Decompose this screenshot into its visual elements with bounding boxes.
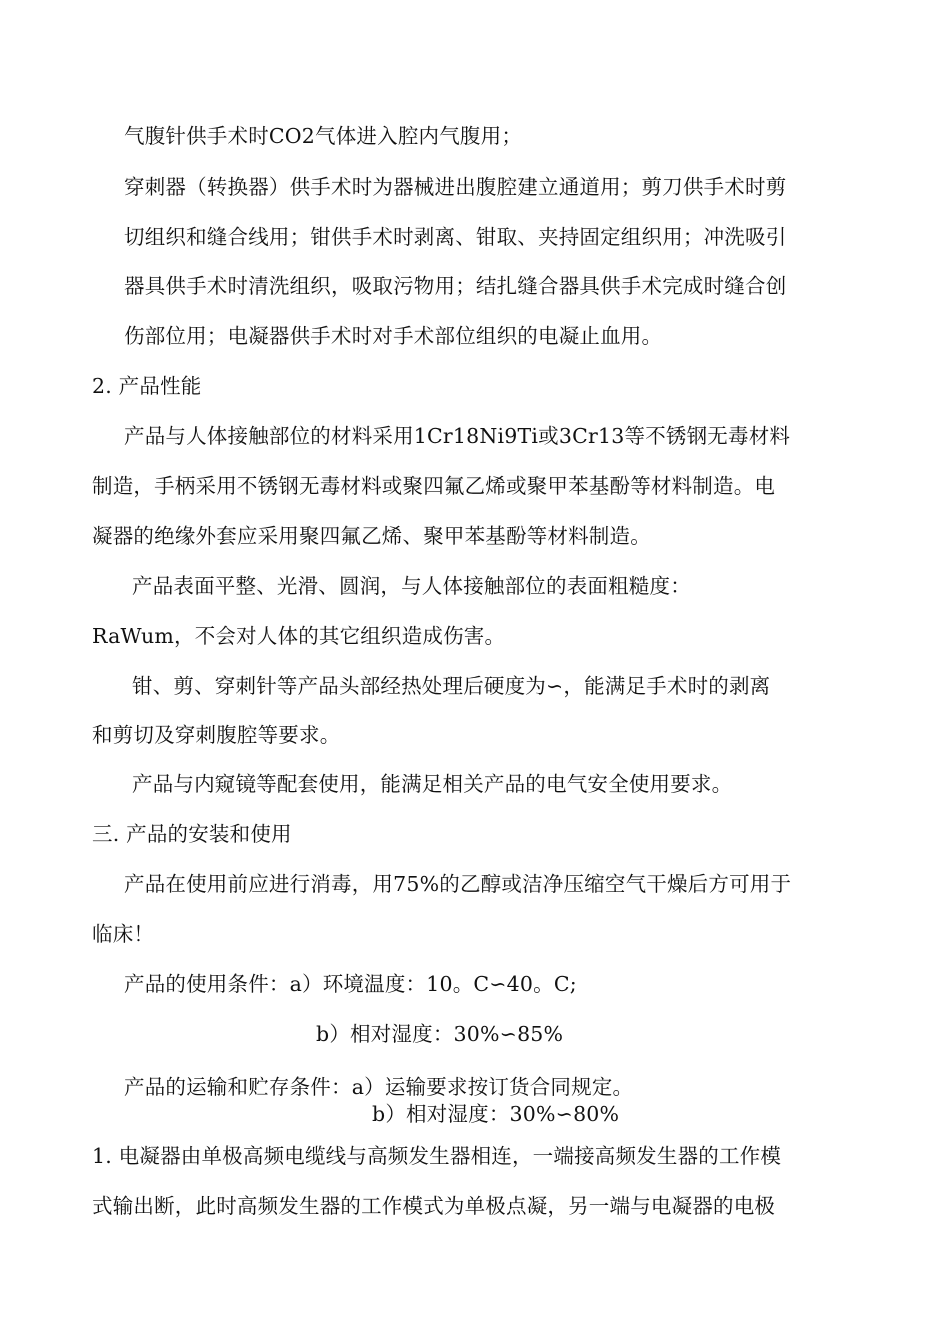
text-line-21: b）相对湿度：30%∽80% [372, 1102, 620, 1126]
text-line-8: 制造，手柄采用不锈钢无毒材料或聚四氟乙烯或聚甲苯基酚等材料制造。电 [92, 474, 776, 498]
text-line-16: 产品在使用前应进行消毒，用75%的乙醇或洁净压缩空气干燥后方可用于 [124, 872, 792, 896]
text-line-10: 产品表面平整、光滑、圆润，与人体接触部位的表面粗糙度： [132, 574, 691, 598]
text-line-20: 产品的运输和贮存条件：a）运输要求按订货合同规定。 [124, 1075, 634, 1099]
text-line-11: RaWum，不会对人体的其它组织造成伤害。 [92, 624, 506, 648]
text-line-18: 产品的使用条件：a）环境温度：10。C∽40。C; [124, 972, 577, 996]
text-line-23: 式输出断，此时高频发生器的工作模式为单极点凝，另一端与电凝器的电极 [92, 1194, 776, 1218]
text-line-1: 气腹针供手术时CO2气体进入腔内气腹用； [124, 124, 523, 148]
text-line-13: 和剪切及穿刺腹腔等要求。 [92, 723, 341, 747]
text-line-17: 临床！ [92, 922, 155, 946]
text-line-12: 钳、剪、穿刺针等产品头部经热处理后硬度为∽，能满足手术时的剥离 [132, 674, 771, 698]
text-line-4: 器具供手术时清洗组织，吸取污物用；结扎缝合器具供手术完成时缝合创 [124, 274, 787, 298]
text-line-22: 1. 电凝器由单极高频电缆线与高频发生器相连，一端接高频发生器的工作模 [92, 1144, 782, 1168]
section-heading-2: 2. 产品性能 [92, 374, 202, 398]
text-line-9: 凝器的绝缘外套应采用聚四氟乙烯、聚甲苯基酚等材料制造。 [92, 524, 651, 548]
text-line-5: 伤部位用；电凝器供手术时对手术部位组织的电凝止血用。 [124, 324, 663, 348]
text-line-7: 产品与人体接触部位的材料采用1Cr18Ni9Ti或3Cr13等不锈钢无毒材料 [124, 424, 791, 448]
text-line-14: 产品与内窥镜等配套使用，能满足相关产品的电气安全使用要求。 [132, 772, 733, 796]
text-line-3: 切组织和缝合线用；钳供手术时剥离、钳取、夹持固定组织用；冲洗吸引 [124, 225, 787, 249]
text-line-19: b）相对湿度：30%∽85% [316, 1022, 564, 1046]
text-line-2: 穿刺器（转换器）供手术时为器械进出腹腔建立通道用；剪刀供手术时剪 [124, 175, 787, 199]
section-heading-3: 三. 产品的安装和使用 [92, 822, 292, 846]
